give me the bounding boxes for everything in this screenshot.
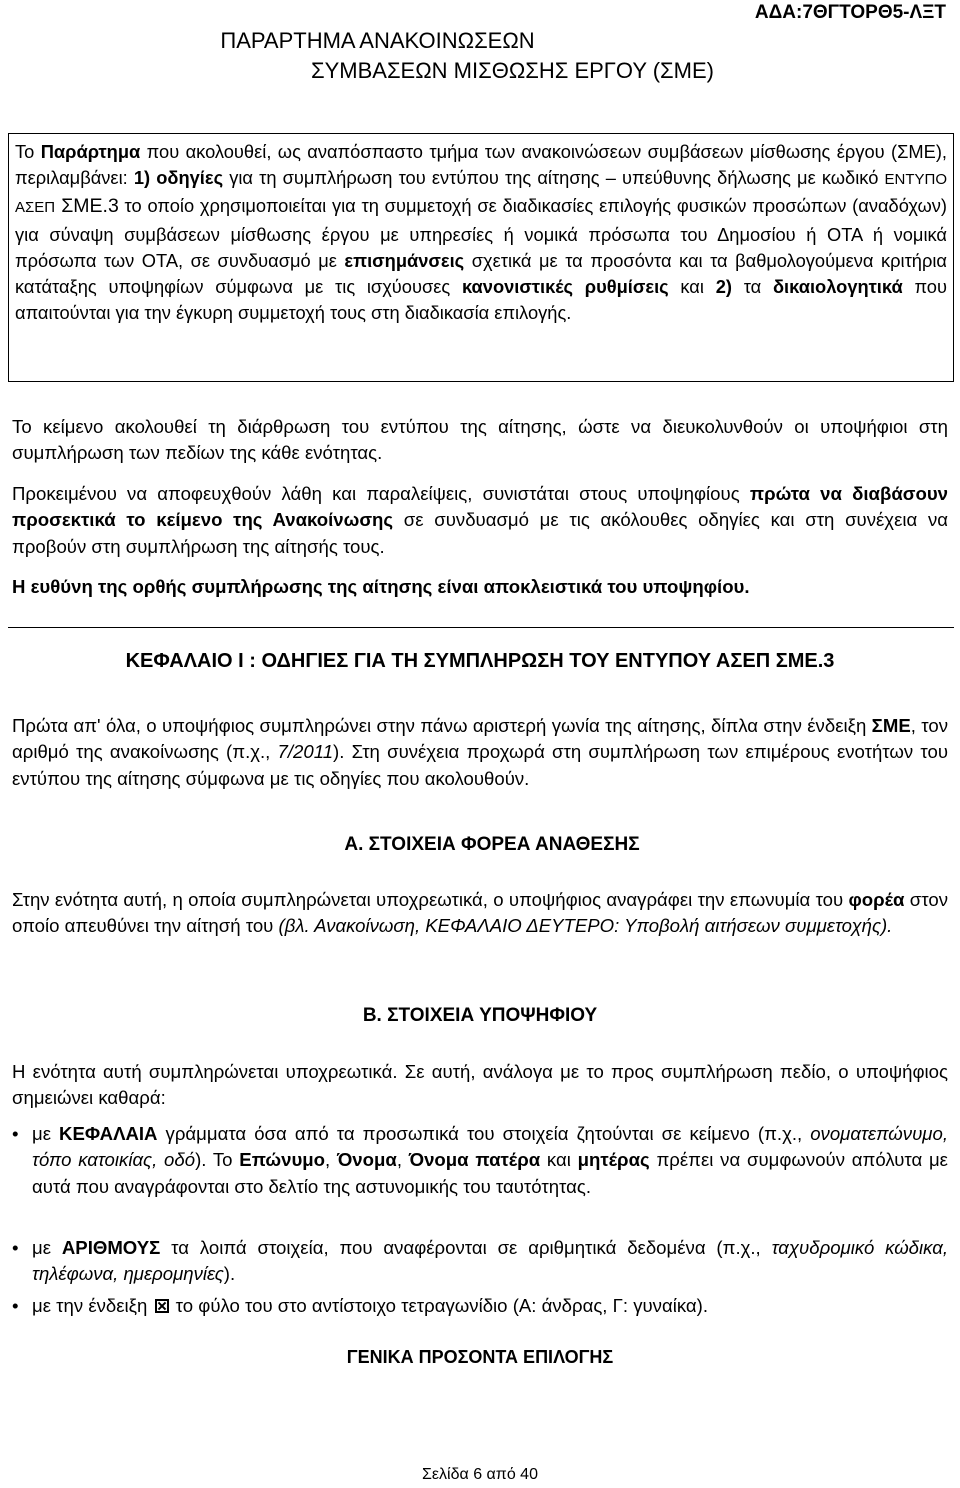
list-item-text: με την ένδειξη το φύλο του στο αντίστοιχο τετραγωνίδιο (Α: άνδρας, Γ: γυναίκα). (32, 1295, 709, 1316)
para-italic: (βλ. Ανακοίνωση, ΚΕΦΑΛΑΙΟ ΔΕΥΤΕΡΟ: Υποβολή αιτήσεων συμμετοχής). (278, 915, 893, 937)
section-a-heading: Α. ΣΤΟΙΧΕΙΑ ΦΟΡΕΑ ΑΝΑΘΕΣΗΣ (344, 834, 640, 855)
intro-bold: Παράρτημα (40, 141, 141, 162)
para-bold: φορέα (848, 889, 905, 910)
intro-bold: επισημάνσεις (344, 249, 465, 271)
paragraph-responsibility: Η ευθύνη της ορθής συμπλήρωσης της αίτησης είναι αποκλειστικά του υποψηφίου. (12, 576, 750, 597)
para-text: σε συνδυασμό με τις ακόλουθες οδηγίες και στη συνέχεια να προβούν στη συμπλήρωση της αίτησής τους. (12, 509, 948, 557)
intro-text: τα (731, 276, 773, 298)
para-text: Προκειμένου να αποφευχθούν λάθη και παραλείψεις, συνιστάται στους υποψηφίους (12, 483, 750, 504)
para-text: στον οποίο απευθύνει την αίτησή του (12, 889, 948, 937)
bullet-icon: • (12, 1295, 19, 1316)
chapter-heading: ΚΕΦΑΛΑΙΟ I : ΟΔΗΓΙΕΣ ΓΙΑ ΤΗ ΣΥΜΠΛΗΡΩΣΗ ΤΟΥ ΕΝΤΥΠΟΥ ΑΣΕΠ ΣΜΕ.3 (125, 650, 835, 672)
checked-box-icon (155, 1299, 169, 1313)
intro-text: για τη συμπλήρωση του εντύπου της αίτησης – υπεύθυνης δήλωσης με κωδικό (223, 167, 885, 189)
ada-code: ΑΔΑ:7ΘΓΤΟΡΘ5-ΛΞΤ (754, 2, 946, 23)
paragraph-first-step (12, 713, 948, 792)
list-item (12, 1293, 948, 1319)
para-text: , τον αριθμό της ανακοίνωσης (π.χ., (12, 715, 948, 763)
intro-text: σχετικά με τα προσόντα και τα βαθμολογούμενα κριτήρια κατάταξης υποψηφίων σύμφωνα με τις ισχύουσες (15, 249, 947, 298)
para-text: Στην ενότητα αυτή, η οποία συμπληρώνεται υποχρεωτικά, ο υποψήφιος αναγράφει την επωνυμία του (12, 889, 849, 910)
paragraph-section-a (12, 887, 948, 940)
para-text: ). Στη συνέχεια προχωρά στη συμπλήρωση των επιμέρους ενοτήτων του εντύπου της αίτησης σύμφωνα με τις οδηγίες που ακολουθούν. (12, 741, 948, 789)
list-item (12, 1235, 948, 1288)
list-item-text: με ΑΡΙΘΜΟΥΣ τα λοιπά στοιχεία, που αναφέρονται σε αριθμητικά δεδομένα (π.χ., ταχυδρομικό κώδικα, τηλέφωνα, ημερομηνίες). (32, 1237, 948, 1285)
intro-text: Το (15, 141, 41, 162)
intro-text: και (668, 276, 716, 298)
list-item (12, 1121, 948, 1200)
bullet-icon: • (12, 1123, 19, 1144)
para-italic: 7/2011 (277, 741, 334, 763)
paragraph-section-b: Η ενότητα αυτή συμπληρώνεται υποχρεωτικά. Σε αυτή, ανάλογα με το προς συμπλήρωση πεδίο, ο υποψήφιος σημειώνει καθαρά: (12, 1061, 948, 1109)
paragraph-structure: Το κείμενο ακολουθεί τη διάρθρωση του εντύπου της αίτησης, ώστε να διευκολυνθούν οι υποψήφιοι στη συμπλήρωση των πεδίων της κάθε ενότητας. (12, 416, 948, 464)
section-b-heading: Β. ΣΤΟΙΧΕΙΑ ΥΠΟΨΗΦΙΟΥ (362, 1005, 598, 1026)
bullet-icon: • (12, 1237, 19, 1258)
form-code-small: ΕΝΤΥΠΟ ΑΣΕΠ (15, 171, 947, 217)
intro-bold: 2) (715, 276, 732, 298)
intro-bold: 1) οδηγίες (133, 167, 224, 189)
para-bold: ΣΜΕ (871, 715, 911, 736)
intro-bold: δικαιολογητικά (772, 276, 903, 298)
intro-text: το οποίο χρησιμοποιείται για τη συμμετοχή σε διαδικασίες επιλογής φυσικών προσώπων (αναδόχων) για σύναψη συμβάσεων μίσθωσης έργου με υπηρεσίες ή νομικά πρόσωπα του Δημοσίου ή ΟΤΑ ή νομικά πρόσωπα των ΟΤΑ, σε συνδυασμό με (15, 195, 947, 271)
list-item-text: με ΚΕΦΑΛΑΙΑ γράμματα όσα από τα προσωπικά του στοιχεία ζητούνται σε κείμενο (π.χ., ονοματεπώνυμο, τόπο κατοικίας, οδό). Το Επώνυμο, Όνομα, Όνομα πατέρα και μητέρας πρέπει να συμφωνούν απόλυτα με αυτά που αναγράφονται στο δελτίο της αστυνομικής του ταυτότητας. (32, 1123, 948, 1197)
page-title-line2: ΣΥΜΒΑΣΕΩΝ ΜΙΣΘΩΣΗΣ ΕΡΓΟΥ (ΣΜΕ) (311, 58, 714, 83)
form-code-large: ΣΜΕ.3 (55, 195, 119, 218)
intro-text: που απαιτούνται για την έγκυρη συμμετοχή τους στη διαδικασία επιλογής. (15, 276, 947, 324)
page-title-line1: ΠΑΡΑΡΤΗΜΑ ΑΝΑΚΟΙΝΩΣΕΩΝ (220, 28, 535, 53)
general-qualifications-heading: ΓΕΝΙΚΑ ΠΡΟΣΟΝΤΑ ΕΠΙΛΟΓΗΣ (346, 1347, 614, 1367)
intro-bold: κανονιστικές ρυθμίσεις (461, 276, 669, 298)
intro-text: που ακολουθεί, ως αναπόσπαστο τμήμα των ανακοινώσεων συμβάσεων μίσθωσης έργου (ΣΜΕ), περιλαμβάνει: (15, 141, 947, 189)
paragraph-advice (12, 481, 948, 560)
page-number: Σελίδα 6 από 40 (422, 1466, 538, 1483)
intro-box (8, 133, 954, 382)
para-bold: πρώτα να διαβάσουν προσεκτικά το κείμενο της Ανακοίνωσης (12, 483, 948, 531)
divider (8, 627, 954, 628)
para-text: Πρώτα απ' όλα, ο υποψήφιος συμπληρώνει στην πάνω αριστερή γωνία της αίτησης, δίπλα στην ένδειξη (12, 715, 872, 736)
